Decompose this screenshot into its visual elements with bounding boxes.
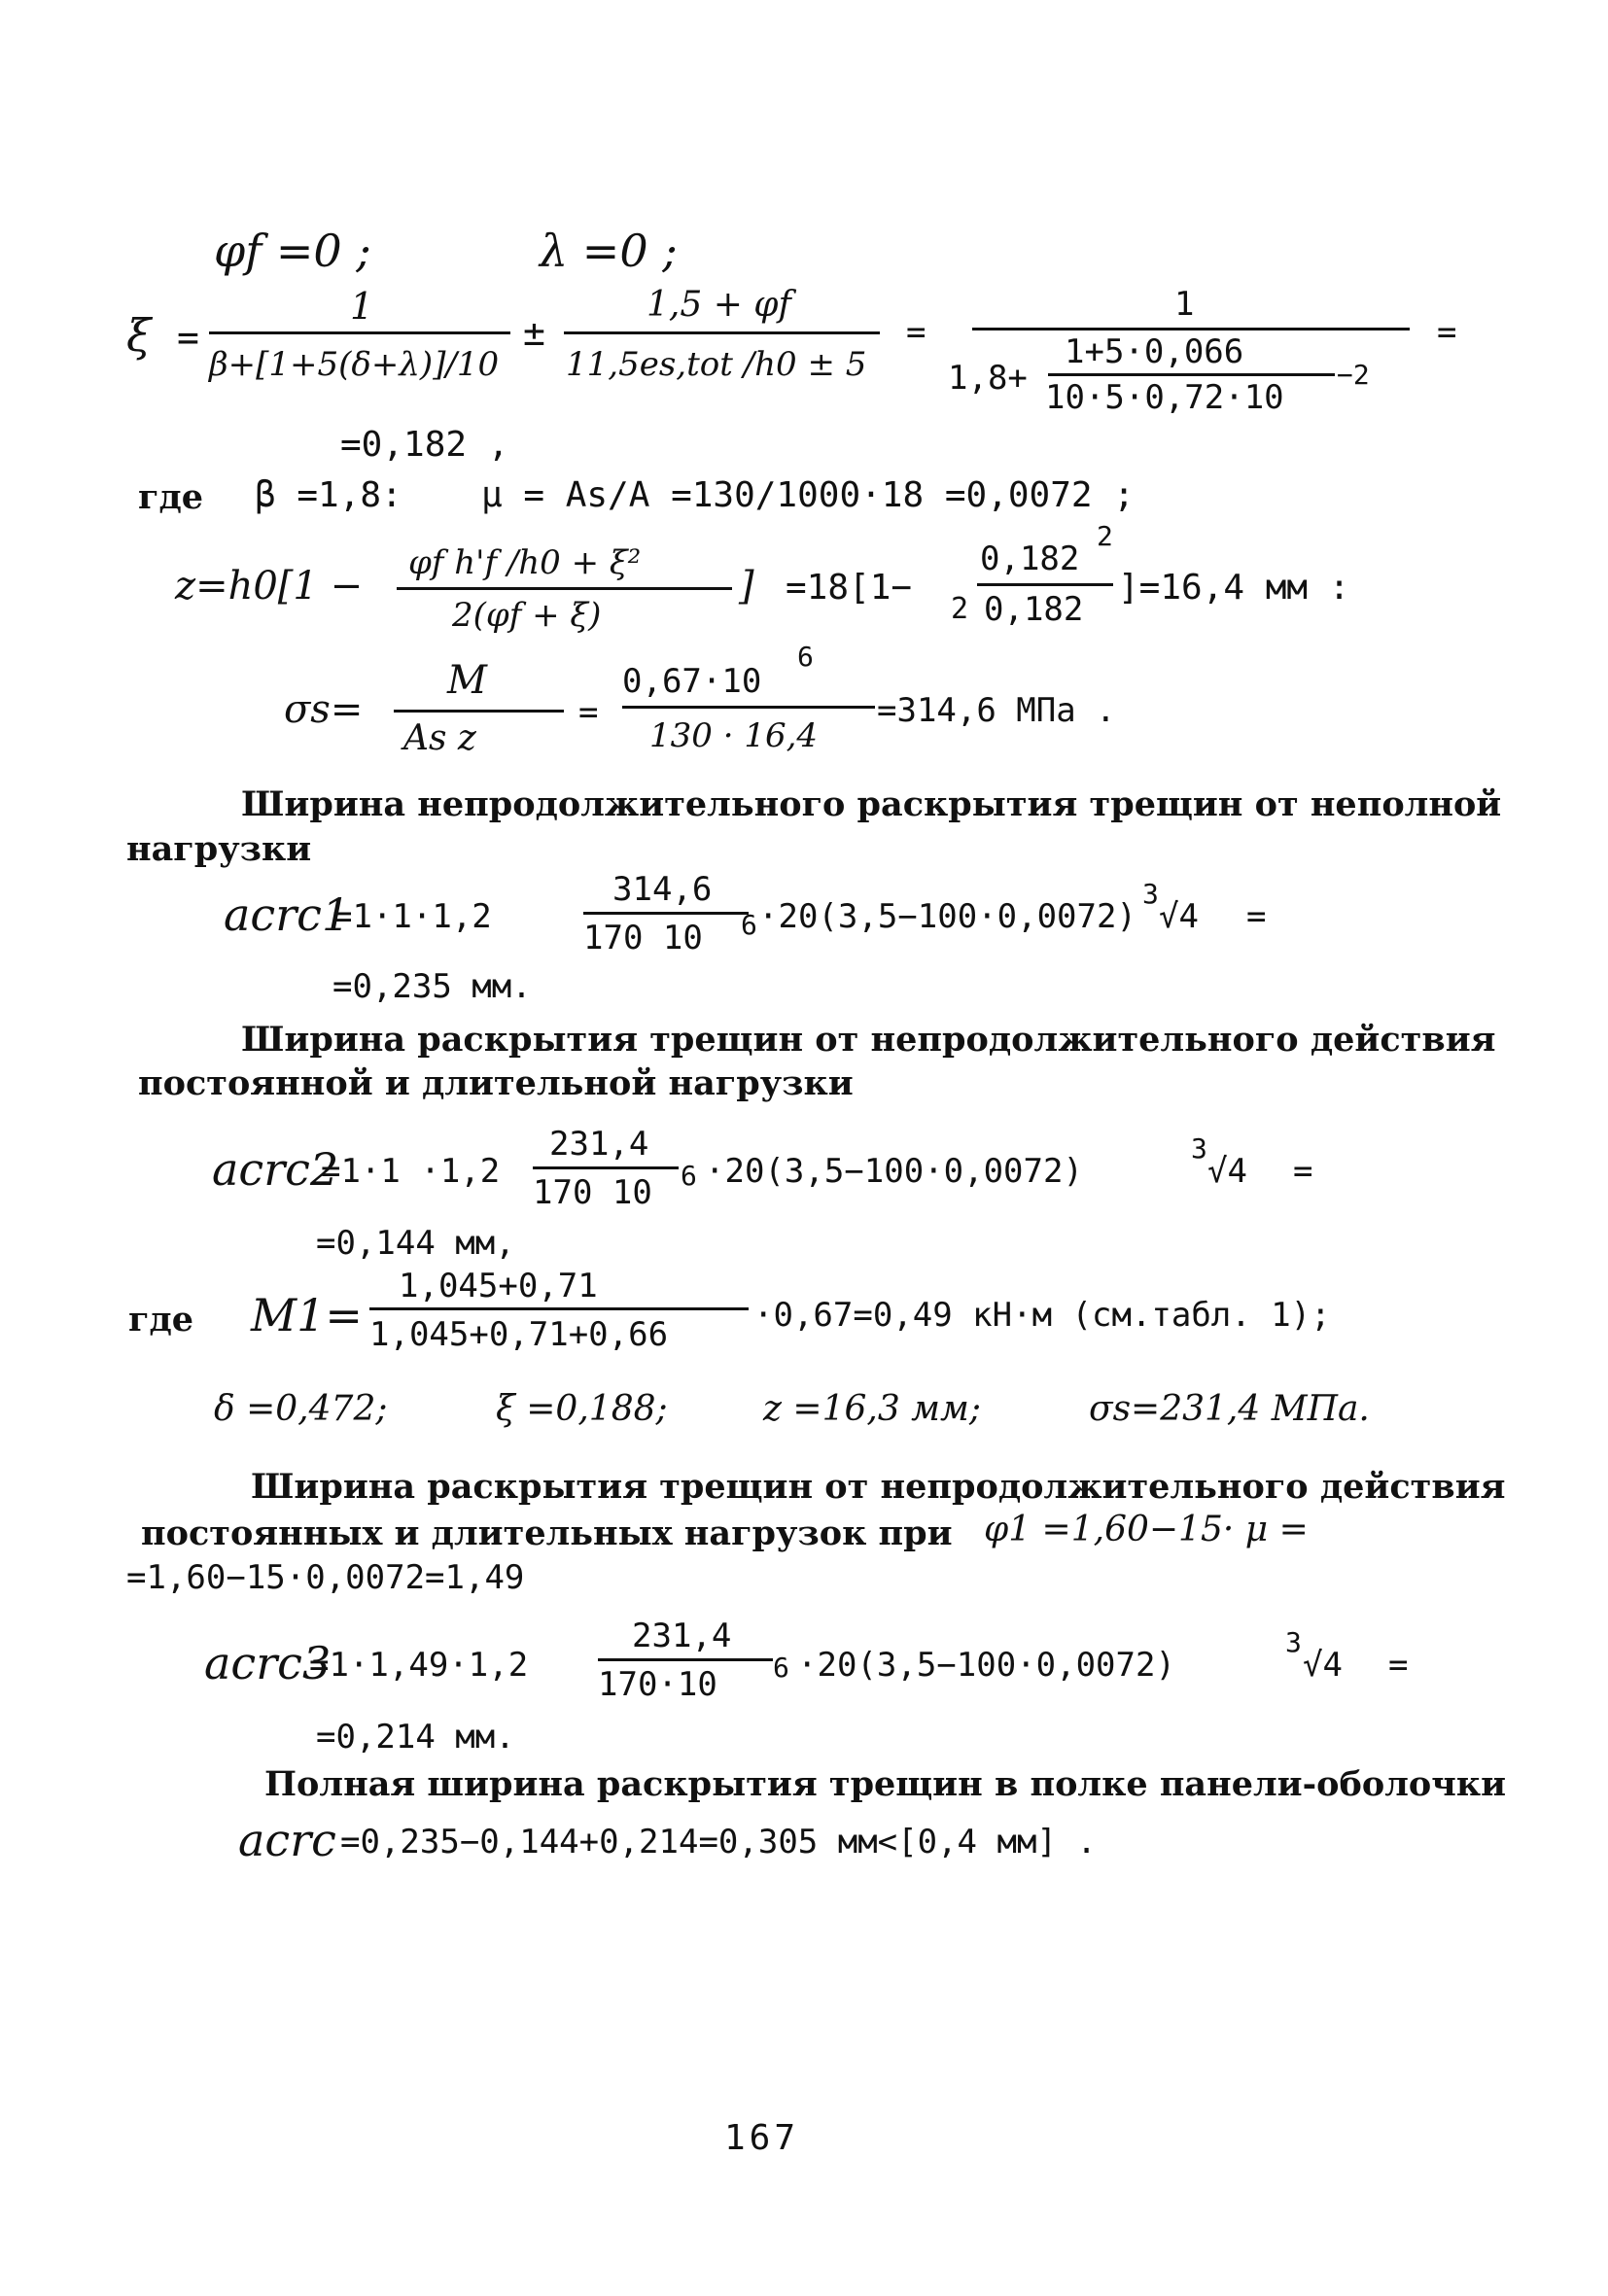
phi1-expression: φ1 =1,60−15· μ =	[984, 1510, 1309, 1549]
acrc3-bar	[598, 1658, 773, 1661]
z-frac-bar	[397, 587, 732, 590]
acrc2-num: 231,4	[549, 1125, 649, 1164]
phi1-result: =1,60−15·0,0072=1,49	[126, 1558, 525, 1597]
sigma-den2: 130 · 16,4	[649, 716, 819, 755]
where-label-1: где	[138, 477, 204, 517]
acrc3-num: 231,4	[632, 1617, 732, 1655]
paragraph-1-line-1: Ширина непродолжительного раскрытия трещин от неполной	[241, 784, 1502, 824]
paragraph-4-line-1: Полная ширина раскрытия трещин в полке панели-оболочки	[264, 1764, 1507, 1804]
page-number: 167	[724, 2118, 800, 2158]
acrc3-lhs: acrc3	[204, 1637, 332, 1689]
acrc2-den: 170 10	[533, 1173, 652, 1212]
acrc2-coeffs: =1·1 ·1,2	[321, 1152, 501, 1191]
eq1-frac3-den-prefix: 1,8+	[948, 359, 1028, 398]
acrc3-root-index: 3	[1285, 1626, 1302, 1658]
z-right-bracket: ]	[739, 564, 754, 609]
acrc1-coeffs: =1·1·1,2	[332, 897, 492, 936]
acrc3-den-exp: 6	[773, 1652, 789, 1684]
z-value: z =16,3 мм;	[763, 1389, 981, 1429]
eq1-equals: =	[177, 316, 199, 359]
acrc2-den-exp: 6	[681, 1160, 697, 1192]
acrc2-factor: ·20(3,5−100·0,0072)	[705, 1152, 1083, 1191]
eq1-frac3-bar	[972, 328, 1410, 330]
sigma-num2-exp: 6	[797, 641, 814, 673]
phi-f-value: φf =0 ;	[214, 225, 371, 277]
z-c-den: 0,182	[984, 590, 1084, 629]
acrc-total-lhs: acrc	[238, 1814, 336, 1866]
acrc3-den: 170·10	[598, 1665, 717, 1704]
beta-value: β =1,8:	[255, 475, 402, 515]
acrc1-root: √4	[1159, 897, 1199, 936]
acrc1-equals: =	[1246, 897, 1267, 936]
where-label-2: где	[128, 1300, 194, 1339]
eq1-frac2-num: 1,5 + φf	[647, 285, 791, 325]
acrc1-bar	[583, 912, 749, 915]
xi-symbol: ξ	[126, 309, 152, 362]
acrc1-root-index: 3	[1142, 878, 1159, 910]
m1-bar	[369, 1307, 749, 1310]
z-c-exp: 2	[1097, 520, 1113, 552]
delta-value: δ =0,472;	[214, 1389, 388, 1429]
acrc3-factor: ·20(3,5−100·0,0072)	[797, 1646, 1175, 1685]
acrc1-den: 170 10	[583, 919, 703, 957]
acrc2-root: √4	[1207, 1152, 1247, 1191]
m1-lhs: M1=	[251, 1289, 363, 1341]
acrc-total-rhs: =0,235−0,144+0,214=0,305 мм<[0,4 мм] .	[340, 1823, 1097, 1861]
z-c-num: 0,182	[980, 539, 1080, 578]
mu-value: μ = As/A =130/1000·18 =0,0072 ;	[481, 475, 1135, 515]
acrc1-num: 314,6	[612, 870, 713, 909]
sigma-bar	[394, 710, 564, 713]
eq1-frac1-den: β+[1+5(δ+λ)]/10	[209, 345, 500, 384]
paragraph-3-line-2: постоянных и длительных нагрузок при	[141, 1513, 953, 1553]
eq1-equals-2: =	[906, 313, 926, 352]
m1-rhs: ·0,67=0,49 кН·м (см.табл. 1);	[753, 1296, 1331, 1335]
m1-num: 1,045+0,71	[399, 1267, 598, 1305]
lambda-value: λ =0 ;	[540, 225, 678, 277]
sigma-rhs: =314,6 МПа .	[877, 691, 1116, 730]
sigma-bar2	[622, 706, 875, 709]
z-rhs: ]=16,4 мм :	[1118, 568, 1350, 608]
acrc3-result: =0,214 мм.	[316, 1718, 515, 1757]
sigma-num2: 0,67·10	[622, 662, 762, 701]
eq1-frac1-bar	[209, 331, 510, 334]
eq1-frac3-inner-bar	[1048, 373, 1335, 376]
paragraph-1-line-2: нагрузки	[126, 829, 312, 869]
acrc2-result: =0,144 мм,	[316, 1224, 515, 1263]
sigma-equals: =	[578, 693, 599, 732]
eq1-plus-minus: ±	[523, 311, 545, 354]
z-lhs: z=h0[1 −	[175, 564, 364, 609]
acrc3-root: √4	[1303, 1646, 1343, 1685]
paragraph-3-line-1: Ширина раскрытия трещин от непродолжительного действия	[251, 1467, 1506, 1507]
m1-den: 1,045+0,71+0,66	[369, 1315, 669, 1354]
xi-result: =0,182 ,	[340, 425, 509, 465]
eq1-frac3-inner-num: 1+5·0,066	[1065, 332, 1244, 371]
acrc1-result: =0,235 мм.	[332, 967, 532, 1006]
sigma-num: M	[447, 658, 487, 703]
paragraph-2-line-1: Ширина раскрытия трещин от непродолжительного действия	[241, 1020, 1496, 1060]
acrc1-factor: ·20(3,5−100·0,0072)	[758, 897, 1136, 936]
eq1-frac3-inner-den: 10·5·0,72·10	[1045, 378, 1284, 417]
acrc1-lhs: acrc1	[224, 888, 351, 941]
acrc2-bar	[533, 1166, 679, 1169]
eq1-frac2-den: 11,5es,tot /h0 ± 5	[566, 345, 867, 384]
acrc1-den-exp: 6	[741, 909, 757, 941]
paragraph-2-line-2: постоянной и длительной нагрузки	[138, 1063, 854, 1103]
acrc2-root-index: 3	[1191, 1132, 1207, 1165]
z-frac-den: 2(φf + ξ)	[452, 596, 602, 635]
sigma-value: σs=231,4 МПа.	[1089, 1389, 1370, 1429]
eq1-frac2-bar	[564, 331, 880, 334]
sigma-lhs: σs=	[284, 687, 364, 732]
acrc2-lhs: acrc2	[212, 1143, 339, 1196]
z-frac-num: φf h'f /h0 + ξ²	[408, 543, 642, 582]
sigma-den: As z	[403, 718, 476, 758]
eq1-equals-3: =	[1437, 313, 1457, 352]
acrc2-equals: =	[1293, 1152, 1313, 1191]
acrc3-coeffs: =1·1,49·1,2	[309, 1646, 529, 1685]
z-c-bar	[977, 583, 1113, 586]
acrc3-equals: =	[1388, 1646, 1409, 1685]
eq1-frac3-num: 1	[1174, 285, 1195, 324]
xi-value: ξ =0,188;	[496, 1389, 668, 1429]
eq1-frac3-exponent: −2	[1337, 359, 1370, 391]
eq1-frac1-num: 1	[350, 285, 374, 328]
z-c-two: 2	[951, 592, 969, 626]
z-eq-18: =18[1−	[786, 568, 913, 608]
